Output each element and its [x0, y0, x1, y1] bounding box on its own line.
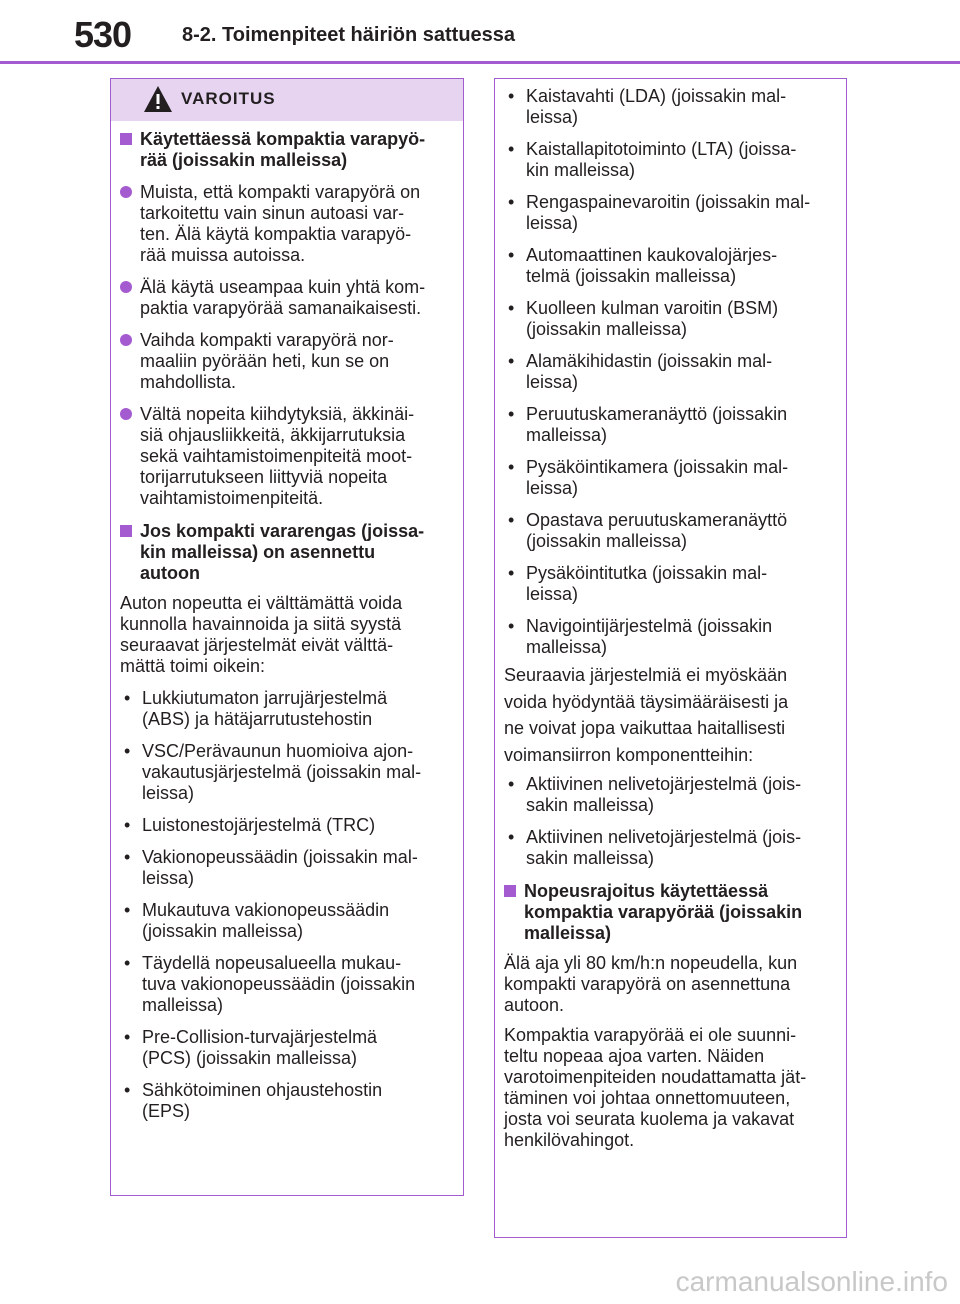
list-item — [504, 86, 836, 128]
dot-item-text: Älä käytä useampaa kuin yhtä kom- paktia varapyörää samanaikaisesti. — [140, 277, 426, 318]
bullet-icon: • — [508, 510, 515, 530]
list-item-text: Aktiivinen nelivetojärjestelmä (jois- sakin malleissa) — [526, 774, 802, 815]
list-item-text: Aktiivinen nelivetojärjestelmä (jois- sakin malleissa) — [526, 827, 802, 868]
dot-item-text: Vaihda kompakti varapyörä nor- maaliin pyörään heti, kun se on mahdollista. — [140, 330, 394, 392]
warning-label: VAROITUS — [181, 89, 276, 108]
bullet-icon: • — [508, 86, 515, 106]
left-content — [111, 129, 463, 1122]
square-bullet-icon — [120, 525, 132, 537]
warning-box-right — [494, 78, 847, 1238]
dot-item — [120, 404, 453, 509]
list-item-text: Alamäkihidastin (joissakin mal- leissa) — [526, 351, 773, 392]
warning-box-left — [110, 78, 464, 1196]
list-item — [504, 404, 836, 446]
bullet-icon: • — [124, 741, 131, 761]
list-item — [504, 616, 836, 658]
square-bullet-icon — [504, 885, 516, 897]
dot-item — [120, 277, 453, 319]
list-item-text: Rengaspainevaroitin (joissakin mal- leissa) — [526, 192, 811, 233]
header-rule — [0, 61, 960, 64]
list-item — [504, 245, 836, 287]
dot-bullet-icon — [120, 334, 132, 346]
paragraph: Kompaktia varapyörää ei ole suunni- teltu nopeaa ajoa varten. Näiden varotoimenpiteiden noudattamatta jät- täminen voi johtaa onnettomuuteen, josta voi seurata kuolema ja vakavat henkilövahingot. — [504, 1025, 807, 1150]
list-item-text: VSC/Perävaunun huomioiva ajon- vakautusjärjestelmä (joissakin mal- leissa) — [142, 741, 422, 803]
square-bullet-icon — [120, 133, 132, 145]
bullet-icon: • — [508, 404, 515, 424]
bullet-icon: • — [124, 815, 131, 835]
bullet-icon: • — [124, 688, 131, 708]
heading-text: Käytettäessä kompaktia varapyö- rää (joissakin malleissa) — [140, 129, 426, 170]
list-item-text: Automaattinen kaukovalojärjes- telmä (joissakin malleissa) — [526, 245, 778, 286]
paragraph: Auton nopeutta ei välttämättä voida kunnolla havainnoida ja siitä syystä seuraavat järjestelmät eivät välttä- mättä toimi oikein: — [120, 593, 403, 676]
list-item-text: Navigointijärjestelmä (joissakin malleissa) — [526, 616, 773, 657]
list-item — [504, 774, 836, 816]
list-item-text: Peruutuskameranäyttö (joissakin malleissa) — [526, 404, 788, 445]
bullet-icon: • — [124, 1080, 131, 1100]
list-item-text: Lukkiutumaton jarrujärjestelmä (ABS) ja hätäjarrutustehostin — [142, 688, 388, 729]
section-title: 8-2. Toimenpiteet häiriön sattuessa — [182, 24, 516, 46]
dot-bullet-icon — [120, 281, 132, 293]
bullet-icon: • — [124, 847, 131, 867]
list-item-text: Sähkötoiminen ohjaustehostin (EPS) — [142, 1080, 383, 1121]
list-item — [120, 1027, 453, 1069]
list-item-text: Opastava peruutuskameranäyttö (joissakin malleissa) — [526, 510, 788, 551]
bullet-icon: • — [508, 298, 515, 318]
bullet-icon: • — [508, 616, 515, 636]
bullet-icon: • — [508, 139, 515, 159]
list-item — [504, 510, 836, 552]
list-item-text: Kaistavahti (LDA) (joissakin mal- leissa) — [526, 86, 787, 127]
list-item — [504, 827, 836, 869]
dot-item — [120, 330, 453, 393]
section-heading — [120, 521, 453, 584]
list-item — [120, 741, 453, 804]
list-item-text: Vakionopeussäädin (joissakin mal- leissa) — [142, 847, 418, 888]
heading-text: Jos kompakti vararengas (joissa- kin malleissa) on asennettu autoon — [140, 521, 425, 583]
section-heading — [120, 129, 453, 171]
warning-triangle-icon — [143, 85, 173, 113]
bullet-icon: • — [508, 192, 515, 212]
dot-bullet-icon — [120, 408, 132, 420]
bullet-icon: • — [124, 900, 131, 920]
dot-item-text: Vältä nopeita kiihdytyksiä, äkkinäi- siä ohjausliikkeitä, äkkijarrutuksia sekä vaihtamistoimenpiteitä moot- torijarrutukseen liittyviä nopeita vaihtamistoimenpiteitä. — [140, 404, 415, 508]
list-item — [504, 563, 836, 605]
list-item-text: Täydellä nopeusalueella mukau- tuva vakionopeussäädin (joissakin malleissa) — [142, 953, 416, 1015]
list-item — [120, 815, 453, 836]
list-item — [120, 900, 453, 942]
list-item-text: Pre-Collision-turvajärjestelmä (PCS) (joissakin malleissa) — [142, 1027, 378, 1068]
paragraph: Älä aja yli 80 km/h:n nopeudella, kun kompakti varapyörä on asennettuna autoon. — [504, 953, 798, 1015]
list-item-text: Luistonestojärjestelmä (TRC) — [142, 815, 376, 835]
bullet-icon: • — [124, 953, 131, 973]
list-item — [504, 457, 836, 499]
bullet-icon: • — [508, 563, 515, 583]
list-item — [120, 1080, 453, 1122]
page-number: 530 — [74, 14, 132, 55]
list-item-text: Pysäköintitutka (joissakin mal- leissa) — [526, 563, 768, 604]
dot-bullet-icon — [120, 186, 132, 198]
bullet-icon: • — [508, 245, 515, 265]
list-item-text: Kuolleen kulman varoitin (BSM) (joissakin malleissa) — [526, 298, 779, 339]
paragraph: Seuraavia järjestelmiä ei myöskään voida hyödyntää täysimääräisesti ja ne voivat jopa vaikuttaa haitallisesti voimansiirron komponentteihin: — [504, 665, 789, 765]
bullet-icon: • — [508, 351, 515, 371]
list-item — [120, 847, 453, 889]
list-item — [504, 192, 836, 234]
heading-text: Nopeusrajoitus käytettäessä kompaktia varapyörää (joissakin malleissa) — [524, 881, 803, 943]
list-item-text: Pysäköintikamera (joissakin mal- leissa) — [526, 457, 789, 498]
section-heading — [504, 881, 836, 944]
bullet-icon: • — [508, 774, 515, 794]
bullet-icon: • — [508, 457, 515, 477]
watermark: carmanualsonline.info — [675, 1266, 948, 1297]
list-item — [120, 953, 453, 1016]
list-item-text: Kaistallapitotoiminto (LTA) (joissa- kin malleissa) — [526, 139, 797, 180]
right-content — [495, 79, 846, 1151]
list-item — [504, 351, 836, 393]
list-item-text: Mukautuva vakionopeussäädin (joissakin malleissa) — [142, 900, 390, 941]
list-item — [120, 688, 453, 730]
bullet-icon: • — [508, 827, 515, 847]
list-item — [504, 298, 836, 340]
bullet-icon: • — [124, 1027, 131, 1047]
warning-header — [111, 79, 463, 121]
list-item — [504, 139, 836, 181]
dot-item — [120, 182, 453, 266]
dot-item-text: Muista, että kompakti varapyörä on tarkoitettu vain sinun autoasi var- ten. Älä käytä kompaktia varapyö- rää muissa autoissa. — [140, 182, 421, 265]
